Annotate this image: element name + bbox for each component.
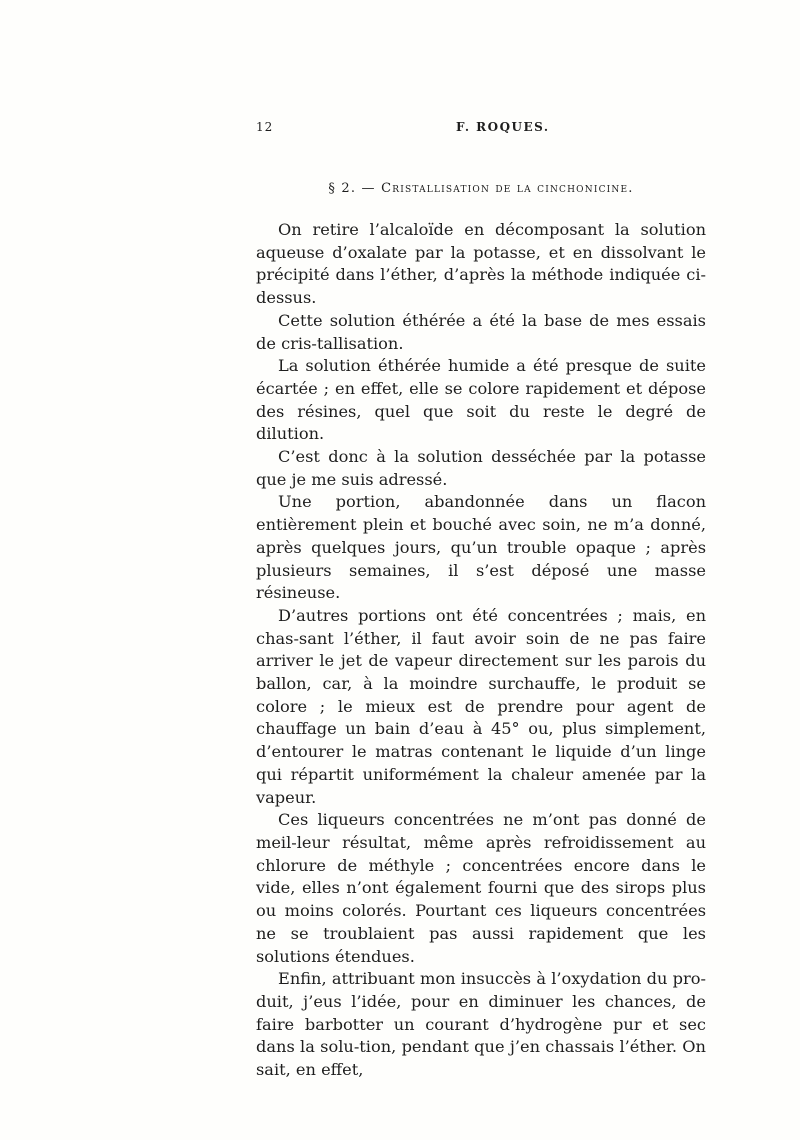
- section-symbol: § 2. —: [328, 181, 376, 196]
- paragraph: C’est donc à la solution desséchée par la potasse que je me suis adressé.: [256, 447, 706, 489]
- paragraph: Cette solution éthérée a été la base de mes essais de cris-tallisation.: [256, 310, 706, 353]
- page-number: 12: [256, 120, 274, 134]
- running-head-author: F. ROQUES.: [456, 120, 550, 134]
- paragraph: D’autres portions ont été concentrées ; mais, en chas-sant l’éther, il faut avoir soin de ne pas faire arriver le jet de vapeur directement sur les parois du ballon, car, à la moindre surchauffe, le produit se colore ; le mieux est de prendre pour agent de chauffage un bain d’eau à 45° ou, plus simplement, d’entourer le matras contenant le liquide d’un linge qui répartit uniformément la chaleur amenée par la vapeur.: [256, 605, 706, 807]
- section-heading: [256, 181, 706, 196]
- paragraph: Une portion, abandonnée dans un flacon entièrement plein et bouché avec soin, ne m’a donné, après quelques jours, qu’un trouble opaque ; après plusieurs semaines, il s’est déposé une masse résineuse.: [256, 492, 706, 603]
- paragraph: On retire l’alcaloïde en décomposant la solution aqueuse d’oxalate par la potasse, et en dissolvant le précipité dans l’éther, d’après la méthode indiquée ci-dessus.: [256, 220, 706, 308]
- paragraph: Ces liqueurs concentrées ne m’ont pas donné de meil-leur résultat, même après refroidissement au chlorure de méthyle ; concentrées encore dans le vide, elles n’ont également fourni que des sirops plus ou moins colorés. Pourtant ces liqueurs concentrées ne se troublaient pas aussi rapidement que les solutions étendues.: [256, 810, 706, 966]
- running-head: [256, 120, 706, 144]
- body-text: [256, 219, 706, 1082]
- section-title: Cristallisation de la cinchonicine.: [381, 181, 634, 196]
- paragraph: Enfin, attribuant mon insuccès à l’oxydation du pro-duit, j’eus l’idée, pour en diminuer les chances, de faire barbotter un courant d’hydrogène pur et sec dans la solu-tion, pendant que j’en chassais l’éther. On sait, en effet,: [256, 969, 706, 1080]
- paragraph: La solution éthérée humide a été presque de suite écartée ; en effet, elle se colore rapidement et dépose des résines, quel que soit du reste le degré de dilution.: [256, 356, 706, 444]
